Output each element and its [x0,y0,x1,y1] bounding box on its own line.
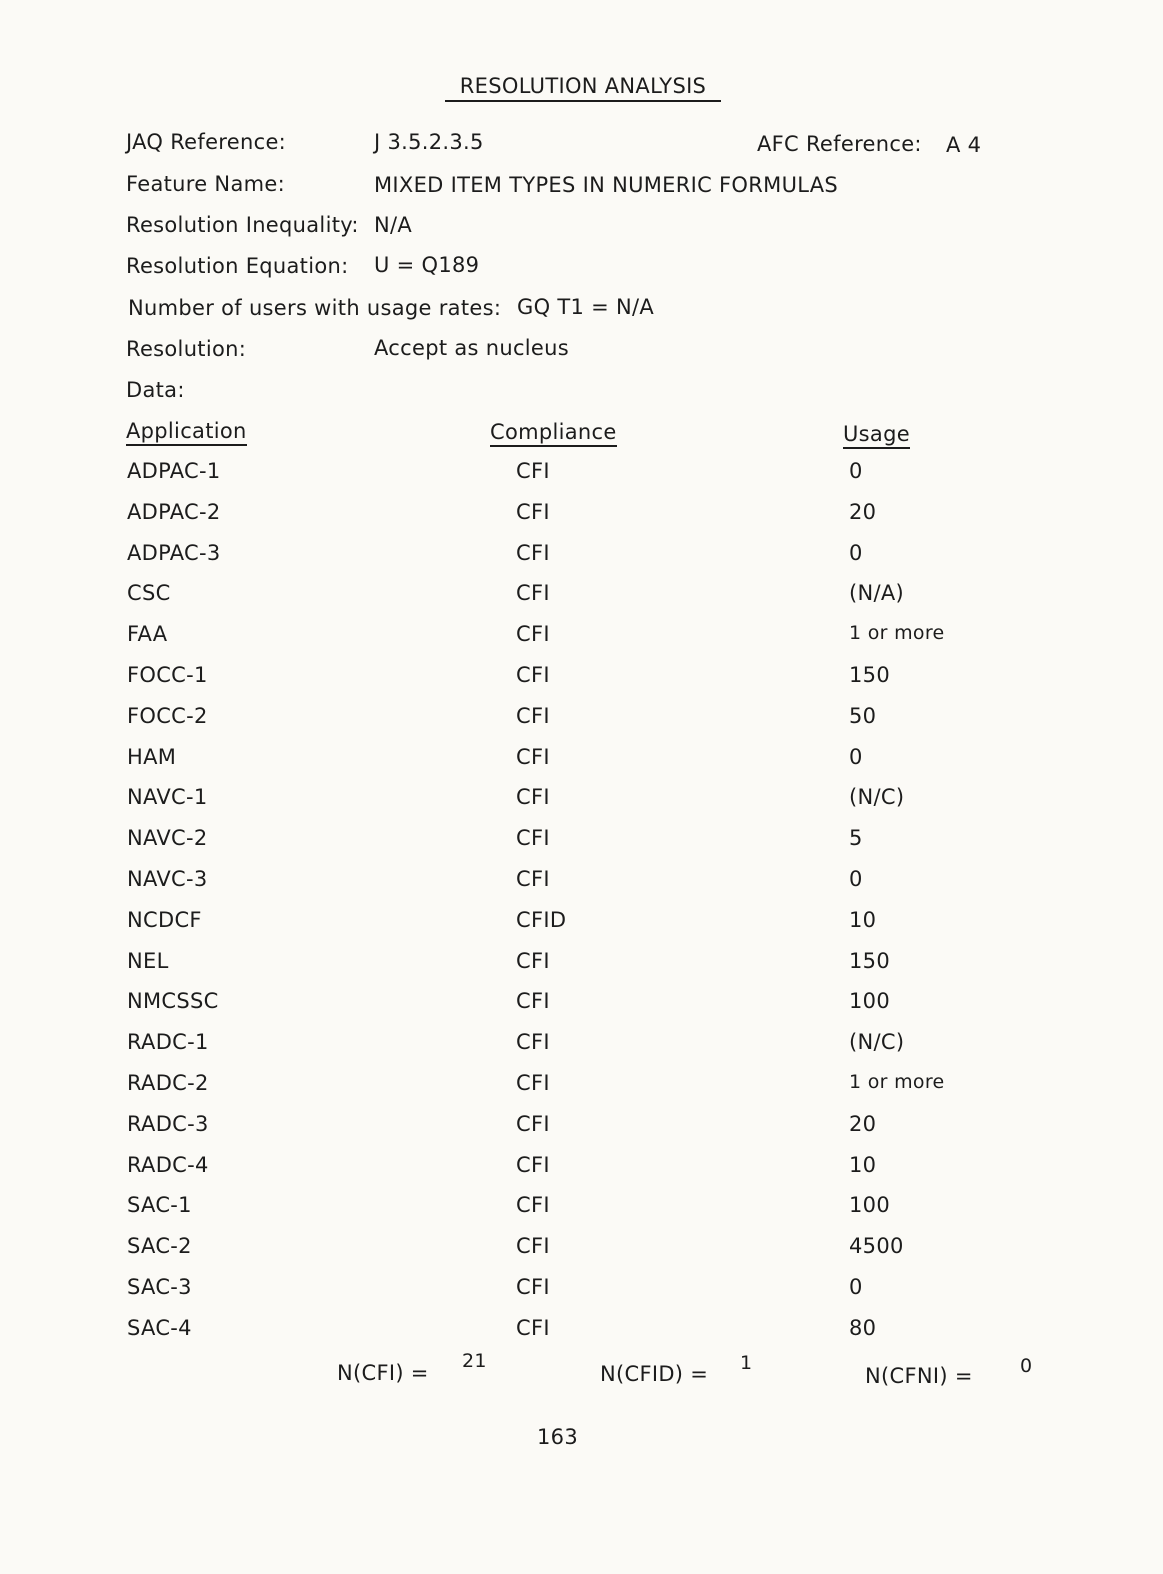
compliance-cell: CFI [516,459,550,483]
usage-cell: 10 [849,908,877,932]
resolution-inequality-value: N/A [374,213,413,237]
total-cfni-value: 0 [1020,1355,1033,1377]
application-cell: ADPAC-3 [127,541,221,565]
compliance-cell: CFI [516,622,550,646]
resolution-equation-label: Resolution Equation: [126,254,349,278]
usage-cell: 5 [849,826,863,850]
application-cell: FAA [127,622,168,646]
usage-cell: 80 [849,1316,877,1340]
compliance-cell: CFI [516,1153,550,1177]
compliance-cell: CFI [516,704,550,728]
application-cell: HAM [127,745,177,769]
compliance-cell: CFI [516,785,550,809]
table-row [0,826,1163,866]
compliance-cell: CFI [516,826,550,850]
compliance-cell: CFI [516,1316,550,1340]
table-row [0,785,1163,825]
compliance-cell: CFI [516,500,550,524]
total-cfni-label: N(CFNI) = [865,1364,973,1388]
usage-cell: (N/C) [849,785,905,809]
compliance-cell: CFID [516,908,567,932]
total-cfid-value: 1 [740,1352,753,1374]
table-row [0,1275,1163,1315]
compliance-cell: CFI [516,867,550,891]
compliance-cell: CFI [516,1275,550,1299]
application-cell: NEL [127,949,169,973]
table-row [0,867,1163,907]
total-cfid-label: N(CFID) = [600,1362,709,1386]
usage-cell: 0 [849,867,863,891]
table-row [0,1071,1163,1111]
resolution-equation-value: U = Q189 [374,253,480,277]
compliance-cell: CFI [516,1112,550,1136]
compliance-cell: CFI [516,1234,550,1258]
resolution-label: Resolution: [126,337,247,361]
afc-reference-value: A 4 [946,133,982,157]
table-row [0,622,1163,662]
table-row [0,1193,1163,1233]
application-cell: CSC [127,581,171,605]
application-cell: RADC-1 [127,1030,209,1054]
table-row [0,1153,1163,1193]
table-row [0,459,1163,499]
usage-cell: 20 [849,500,877,524]
usage-cell: 10 [849,1153,877,1177]
table-row [0,500,1163,540]
application-cell: FOCC-1 [127,663,208,687]
application-cell: RADC-3 [127,1112,209,1136]
application-cell: RADC-4 [127,1153,209,1177]
usage-cell: 1 or more [849,622,945,644]
table-row [0,541,1163,581]
usage-cell: (N/C) [849,1030,905,1054]
table-row [0,1030,1163,1070]
header-compliance: Compliance [490,420,617,447]
application-cell: NAVC-3 [127,867,208,891]
usage-rates-label: Number of users with usage rates: [128,296,502,320]
application-cell: SAC-4 [127,1316,192,1340]
page-title: RESOLUTION ANALYSIS [445,74,721,102]
application-cell: RADC-2 [127,1071,209,1095]
table-row [0,704,1163,744]
usage-rates-value: GQ T1 = N/A [517,295,655,319]
compliance-cell: CFI [516,1071,550,1095]
compliance-cell: CFI [516,745,550,769]
total-cfi-label: N(CFI) = [337,1361,429,1385]
feature-name-value: MIXED ITEM TYPES IN NUMERIC FORMULAS [374,173,839,197]
usage-cell: 100 [849,989,890,1013]
usage-cell: 0 [849,1275,863,1299]
application-cell: NMCSSC [127,989,219,1013]
table-row [0,1112,1163,1152]
usage-cell: 0 [849,745,863,769]
application-cell: SAC-3 [127,1275,192,1299]
usage-cell: 0 [849,459,863,483]
data-label: Data: [126,378,185,402]
table-row [0,949,1163,989]
compliance-cell: CFI [516,663,550,687]
jaq-reference-value: J 3.5.2.3.5 [374,130,484,154]
table-row [0,1316,1163,1356]
table-row [0,989,1163,1029]
resolution-inequality-label: Resolution Inequality: [126,213,359,237]
compliance-cell: CFI [516,541,550,565]
feature-name-label: Feature Name: [126,172,285,196]
application-cell: FOCC-2 [127,704,208,728]
application-cell: SAC-2 [127,1234,192,1258]
header-usage: Usage [843,422,910,449]
table-row [0,908,1163,948]
usage-cell: 1 or more [849,1071,945,1093]
jaq-reference-label: JAQ Reference: [126,130,287,154]
page-number: 163 [537,1425,578,1449]
usage-cell: 0 [849,541,863,565]
compliance-cell: CFI [516,581,550,605]
compliance-cell: CFI [516,1030,550,1054]
table-row [0,663,1163,703]
application-cell: NCDCF [127,908,202,932]
usage-cell: 20 [849,1112,877,1136]
usage-cell: (N/A) [849,581,905,605]
table-row [0,1234,1163,1274]
application-cell: SAC-1 [127,1193,192,1217]
header-application: Application [126,419,247,446]
usage-cell: 4500 [849,1234,904,1258]
application-cell: NAVC-2 [127,826,208,850]
usage-cell: 150 [849,949,890,973]
application-cell: ADPAC-1 [127,459,221,483]
total-cfi-value: 21 [462,1350,487,1372]
afc-reference-label: AFC Reference: [757,132,922,156]
usage-cell: 100 [849,1193,890,1217]
usage-cell: 150 [849,663,890,687]
compliance-cell: CFI [516,949,550,973]
table-row [0,745,1163,785]
usage-cell: 50 [849,704,877,728]
table-row [0,581,1163,621]
application-cell: ADPAC-2 [127,500,221,524]
resolution-value: Accept as nucleus [374,336,570,360]
application-cell: NAVC-1 [127,785,208,809]
compliance-cell: CFI [516,1193,550,1217]
compliance-cell: CFI [516,989,550,1013]
